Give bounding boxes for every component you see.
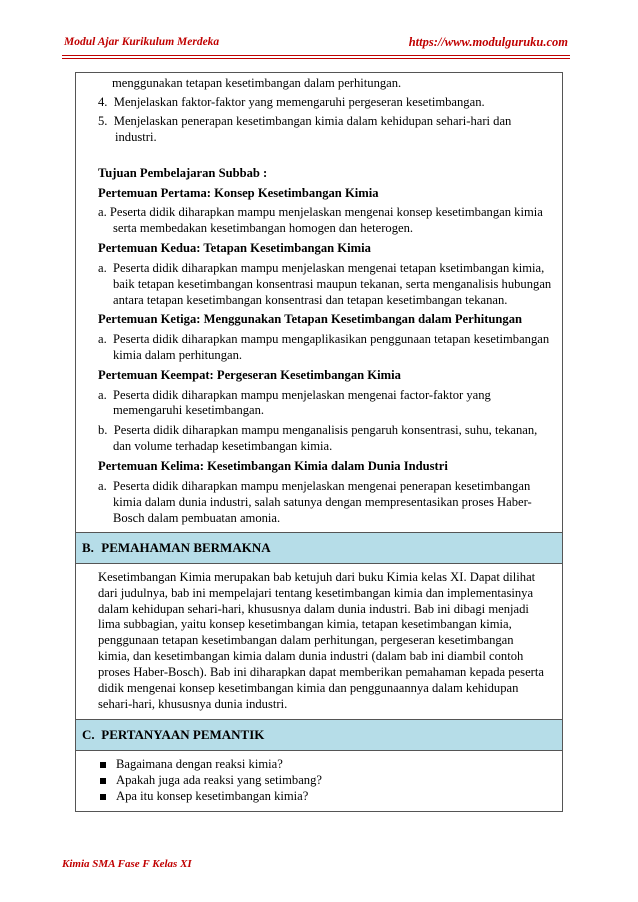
section-c-body — [76, 751, 562, 811]
bullet-square-icon — [100, 762, 106, 768]
point-text: Peserta didik diharapkan mampu menganalisis pengaruh konsentrasi, suhu, tekanan, dan volume terhadap kesetimbangan kimia. — [113, 423, 538, 454]
section-b-number: B. — [82, 539, 94, 555]
point-letter: b. — [98, 423, 108, 438]
content-table — [75, 72, 563, 812]
point-text: Peserta didik diharapkan mampu mengaplikasikan penggunaan tetapan kesetimbangan kimia dalam perhitungan. — [113, 331, 550, 362]
pemahaman-bermakna-text: Kesetimbangan Kimia merupakan bab ketujuh dari buku Kimia kelas XI. Dapat dilihat dari judulnya, bab ini mempelajari tentang kesetimbangan kimia dan implementasinya dalam kehidupan sehari-hari, khususnya dalam dunia industri. Bab ini dibagi menjadi lima subbagian, yaitu konsep kesetimbangan kimia, tetapan kesetimbangan kimia, penggunaan tetapan kesetimbangan dalam perhitungan, pergeseran kesetimbangan kimia, dan kesetimbangan kimia dalam dunia industri (dalam bab ini diambil contoh proses Haber-Bosch). Bab ini diharapkan dapat memberikan pemahaman kepada peserta didik mengenai konsep kesetimbangan kimia dan penggunaannya dalam kehidupan sehari-hari, khususnya dunia industri. — [98, 569, 544, 711]
meeting-3-point-a — [98, 332, 552, 364]
item-text: Menjelaskan penerapan kesetimbangan kimia dalam kehidupan sehari-hari dan industri. — [113, 113, 512, 144]
meeting-5-title: Pertemuan Kelima: Kesetimbangan Kimia dalam Dunia Industri — [98, 459, 448, 474]
meeting-4-point-a — [98, 388, 552, 420]
section-c-header — [76, 719, 562, 751]
bullet-square-icon — [100, 778, 106, 784]
point-text: Peserta didik diharapkan mampu menjelaskan mengenai penerapan kesetimbangan kimia dalam dunia industri, salah satunya dengan mempresentasikan proses Haber-Bosch dalam pembuatan amonia. — [113, 479, 532, 525]
question-text: Apakah juga ada reaksi yang setimbang? — [116, 772, 322, 787]
meeting-5-point-a — [98, 479, 552, 527]
question-item — [98, 773, 552, 789]
objective-item-5 — [98, 114, 552, 146]
point-letter: a. — [98, 261, 107, 276]
header-website-link[interactable]: https://www.modulguruku.com — [408, 35, 568, 49]
section-c-number: C. — [82, 726, 95, 742]
meeting-1-title: Pertemuan Pertama: Konsep Kesetimbangan Kimia — [98, 185, 379, 200]
question-text: Apa itu konsep kesetimbangan kimia? — [116, 788, 309, 803]
point-letter: a. — [98, 331, 107, 346]
question-item — [98, 757, 552, 773]
point-letter: a. — [98, 387, 107, 402]
meeting-2-point-a — [98, 261, 552, 309]
point-letter: a. — [98, 205, 107, 220]
bullet-square-icon — [100, 794, 106, 800]
section-b-title: PEMAHAMAN BERMAKNA — [101, 539, 271, 555]
meeting-1-point-a — [98, 205, 552, 237]
meeting-2-title: Pertemuan Kedua: Tetapan Kesetimbangan Kimia — [98, 241, 371, 256]
tujuan-pembelajaran-title: Tujuan Pembelajaran Subbab : — [98, 165, 268, 180]
item-number: 4. — [98, 94, 108, 109]
continued-line: menggunakan tetapan kesetimbangan dalam perhitungan. — [112, 76, 402, 90]
meeting-3-title: Pertemuan Ketiga: Menggunakan Tetapan Kesetimbangan dalam Perhitungan — [98, 311, 523, 326]
header-module-title: Modul Ajar Kurikulum Merdeka — [64, 36, 220, 48]
point-text: Peserta didik diharapkan mampu menjelaskan mengenai konsep kesetimbangan kimia serta membedakan kesetimbangan homogen dan heterogen. — [109, 205, 543, 236]
meeting-4-title: Pertemuan Keempat: Pergeseran Kesetimbangan Kimia — [98, 367, 401, 382]
footer-course-label: Kimia SMA Fase F Kelas XI — [62, 858, 192, 870]
item-text: Menjelaskan faktor-faktor yang memengaruhi pergeseran kesetimbangan. — [113, 94, 485, 109]
point-letter: a. — [98, 479, 107, 494]
section-b-body — [76, 564, 562, 719]
objective-item-4 — [98, 95, 552, 111]
point-text: Peserta didik diharapkan mampu menjelaskan mengenai factor-faktor yang memengaruhi kesetimbangan. — [113, 387, 491, 418]
question-item — [98, 789, 552, 805]
point-text: Peserta didik diharapkan mampu menjelaskan mengenai tetapan ksetimbangan kimia, baik tetapan kesetimbangan konsentrasi maupun tekanan, serta menganalisis hubungan antara tetapan kesetimbangan konsentrasi dan tetapan kesetimbangan tekanan. — [113, 261, 552, 307]
header-divider — [62, 55, 570, 56]
item-number: 5. — [98, 113, 108, 128]
section-c-title: PERTANYAAN PEMANTIK — [101, 726, 265, 742]
header-divider-secondary — [62, 58, 570, 59]
section-a-continued — [76, 73, 562, 532]
meeting-4-point-b — [98, 423, 552, 455]
section-b-header — [76, 532, 562, 564]
question-text: Bagaimana dengan reaksi kimia? — [116, 756, 283, 771]
